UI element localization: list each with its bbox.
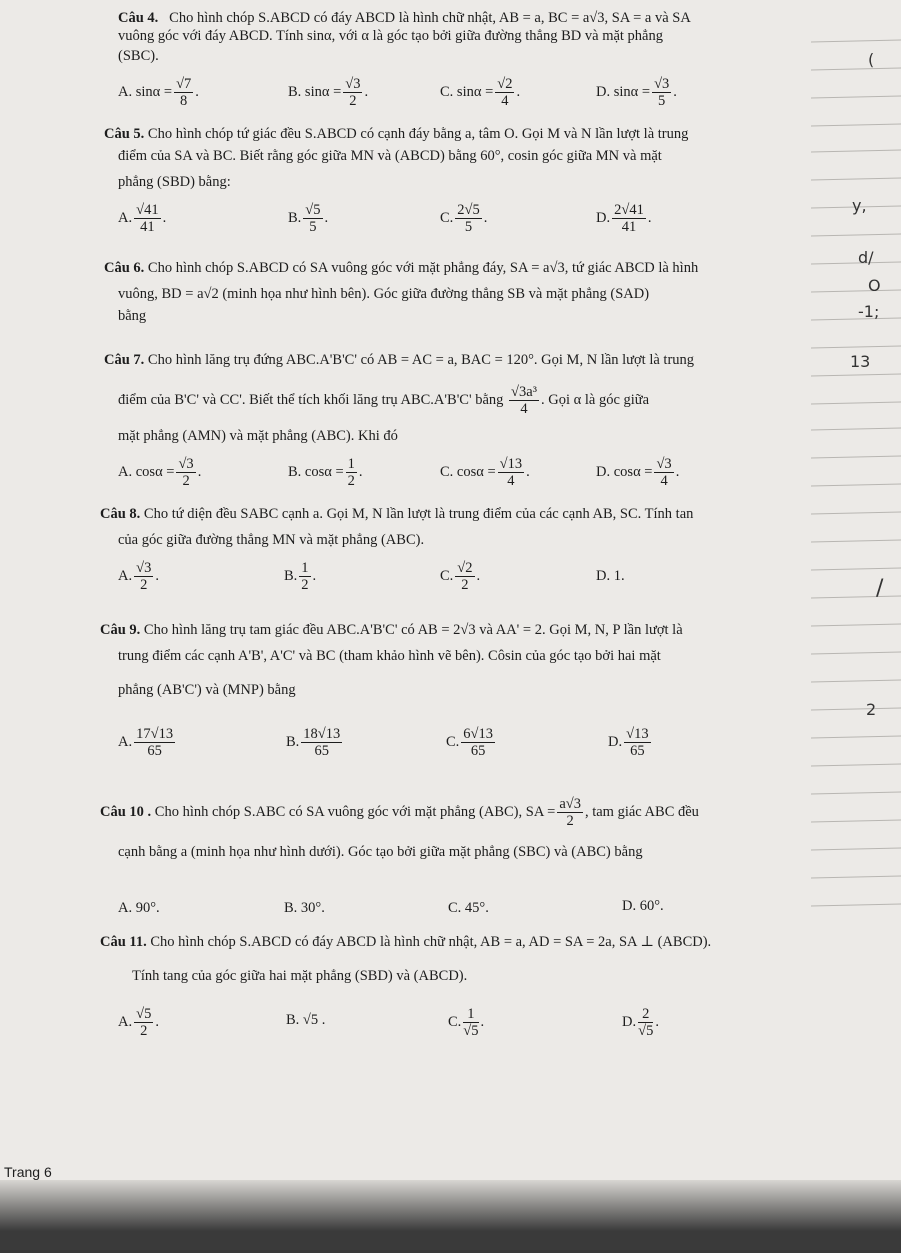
ruled-lines xyxy=(811,0,901,1180)
answer-option[interactable]: B. $\frac{√5}{5}$ . xyxy=(288,202,329,235)
answer-option[interactable]: C. $\frac{2√5}{5}$ . xyxy=(440,202,488,235)
answer-option[interactable]: D. sinα = $\frac{√3}{5}$ . xyxy=(596,76,677,109)
answer-option[interactable]: B. $\frac{1}{2}$ . xyxy=(284,560,317,593)
page-number: Trang 6 xyxy=(4,1164,52,1180)
question-7-line-3: mặt phẳng (AMN) và mặt phẳng (ABC). Khi đó xyxy=(118,428,398,444)
answer-option[interactable]: A. $\frac{√41}{41}$ . xyxy=(118,202,167,235)
answer-option[interactable]: D. $\frac{2}{√5}$ . xyxy=(622,1006,659,1039)
question-5-line-1: Câu 5. Cho hình chóp tứ giác đều S.ABCD có cạnh đáy bằng a, tâm O. Gọi M và N lần lượt là trung xyxy=(104,126,689,142)
margin-note: 2 xyxy=(866,700,877,719)
answer-option[interactable]: A. 90°. xyxy=(118,900,160,916)
margin-note: / xyxy=(876,576,884,601)
question-11-line-1: Câu 11. Cho hình chóp S.ABCD có đáy ABCD là hình chữ nhật, AB = a, AD = SA = 2a, SA ⊥ (ABCD). xyxy=(100,934,712,950)
answer-option[interactable]: C. 45°. xyxy=(448,900,489,916)
question-7-line-1: Câu 7. Cho hình lăng trụ đứng ABC.A'B'C' có AB = AC = a, BAC = 120°. Gọi M, N lần lượt là trung xyxy=(104,352,695,368)
answer-option[interactable]: A. cosα = $\frac{√3}{2}$ . xyxy=(118,456,202,489)
question-6-line-3: bằng xyxy=(118,308,147,324)
answer-option[interactable]: B. √5 . xyxy=(286,1012,326,1028)
margin-note: -1; xyxy=(858,302,880,321)
margin-note: 13 xyxy=(850,352,871,371)
answer-option[interactable]: B. $\frac{18√13}{65}$ xyxy=(286,726,341,759)
question-9-line-3: phẳng (AB'C') và (MNP) bằng xyxy=(118,682,296,698)
answer-option[interactable]: C. $\frac{√2}{2}$ . xyxy=(440,560,481,593)
answer-option[interactable]: C. sinα = $\frac{√2}{4}$ . xyxy=(440,76,521,109)
question-7-line-2: điểm của B'C' và CC'. Biết thể tích khối lăng trụ ABC.A'B'C' bằng $\frac{\text{√3a³}}{4}$ . Gọi α là góc giữa xyxy=(118,384,650,417)
answer-option[interactable]: B. cosα = $\frac{1}{2}$ . xyxy=(288,456,363,489)
question-10-line-1: Câu 10 . Cho hình chóp S.ABC có SA vuông góc với mặt phẳng (ABC), SA = $\frac{a√3}{2}$ , tam giác ABC đều xyxy=(100,796,699,829)
question-5-line-3: phẳng (SBD) bằng: xyxy=(118,174,231,190)
answer-option[interactable]: B. 30°. xyxy=(284,900,325,916)
answer-option[interactable]: C. $\frac{1}{√5}$ . xyxy=(448,1006,485,1039)
question-10-line-2: cạnh bằng a (minh họa như hình dưới). Góc tạo bởi giữa mặt phẳng (SBC) và (ABC) bằng xyxy=(118,844,643,860)
margin-note: y, xyxy=(852,196,867,215)
page-shadow xyxy=(0,1180,901,1253)
question-8-line-1: Câu 8. Cho tứ diện đều SABC cạnh a. Gọi M, N lần lượt là trung điểm của các cạnh AB, SC. Tính tan xyxy=(100,506,694,522)
answer-option[interactable]: B. sinα = $\frac{√3}{2}$ . xyxy=(288,76,369,109)
answer-option[interactable]: A. sinα = $\frac{√7}{8}$ . xyxy=(118,76,199,109)
answer-option[interactable]: C. $\frac{6√13}{65}$ xyxy=(446,726,494,759)
answer-option[interactable]: A. $\frac{17√13}{65}$ xyxy=(118,726,174,759)
question-4-line-3: (SBC). xyxy=(118,48,159,64)
question-4-line-1 xyxy=(118,8,691,28)
question-6-line-1: Câu 6. Cho hình chóp S.ABCD có SA vuông góc với mặt phẳng đáy, SA = a√3, tứ giác ABCD là hình xyxy=(104,260,699,276)
answer-option[interactable]: A. $\frac{√5}{2}$ . xyxy=(118,1006,159,1039)
question-11-line-2: Tính tang của góc giữa hai mặt phẳng (SBD) và (ABCD). xyxy=(132,968,468,984)
answer-option[interactable]: A. $\frac{√3}{2}$ . xyxy=(118,560,159,593)
question-number: Câu 4. xyxy=(118,10,159,26)
question-8-line-2: của góc giữa đường thẳng MN và mặt phẳng (ABC). xyxy=(118,532,425,548)
question-text: Cho hình chóp S.ABCD có đáy ABCD là hình chữ nhật, AB = a, BC = a√3, SA = a và SA xyxy=(169,10,691,26)
answer-option[interactable]: D. 60°. xyxy=(622,898,664,914)
question-9-line-1: Câu 9. Cho hình lăng trụ tam giác đều ABC.A'B'C' có AB = 2√3 và AA' = 2. Gọi M, N, P lần lượt là xyxy=(100,622,683,638)
margin-note: O xyxy=(868,276,881,295)
margin-note: d/ xyxy=(858,248,874,267)
answer-option[interactable]: D. cosα = $\frac{√3}{4}$ . xyxy=(596,456,680,489)
margin-note: ( xyxy=(868,50,875,69)
question-4-line-2: vuông góc với đáy ABCD. Tính sinα, với α là góc tạo bởi giữa đường thẳng BD và mặt phẳng xyxy=(118,28,663,44)
answer-option[interactable]: D. $\frac{2√41}{41}$ . xyxy=(596,202,652,235)
question-6-line-2: vuông, BD = a√2 (minh họa như hình bên). Góc giữa đường thẳng SB và mặt phẳng (SAD) xyxy=(118,286,650,302)
answer-option[interactable]: D. $\frac{√13}{65}$ xyxy=(608,726,649,759)
question-9-line-2: trung điểm các cạnh A'B', A'C' và BC (tham khảo hình vẽ bên). Côsin của góc tạo bởi hai mặt xyxy=(118,648,661,664)
question-5-line-2: điểm của SA và BC. Biết rằng góc giữa MN và (ABCD) bằng 60°, cosin góc giữa MN và mặt xyxy=(118,148,662,164)
answer-option[interactable]: C. cosα = $\frac{√13}{4}$ . xyxy=(440,456,530,489)
answer-option[interactable]: D. 1. xyxy=(596,568,625,584)
